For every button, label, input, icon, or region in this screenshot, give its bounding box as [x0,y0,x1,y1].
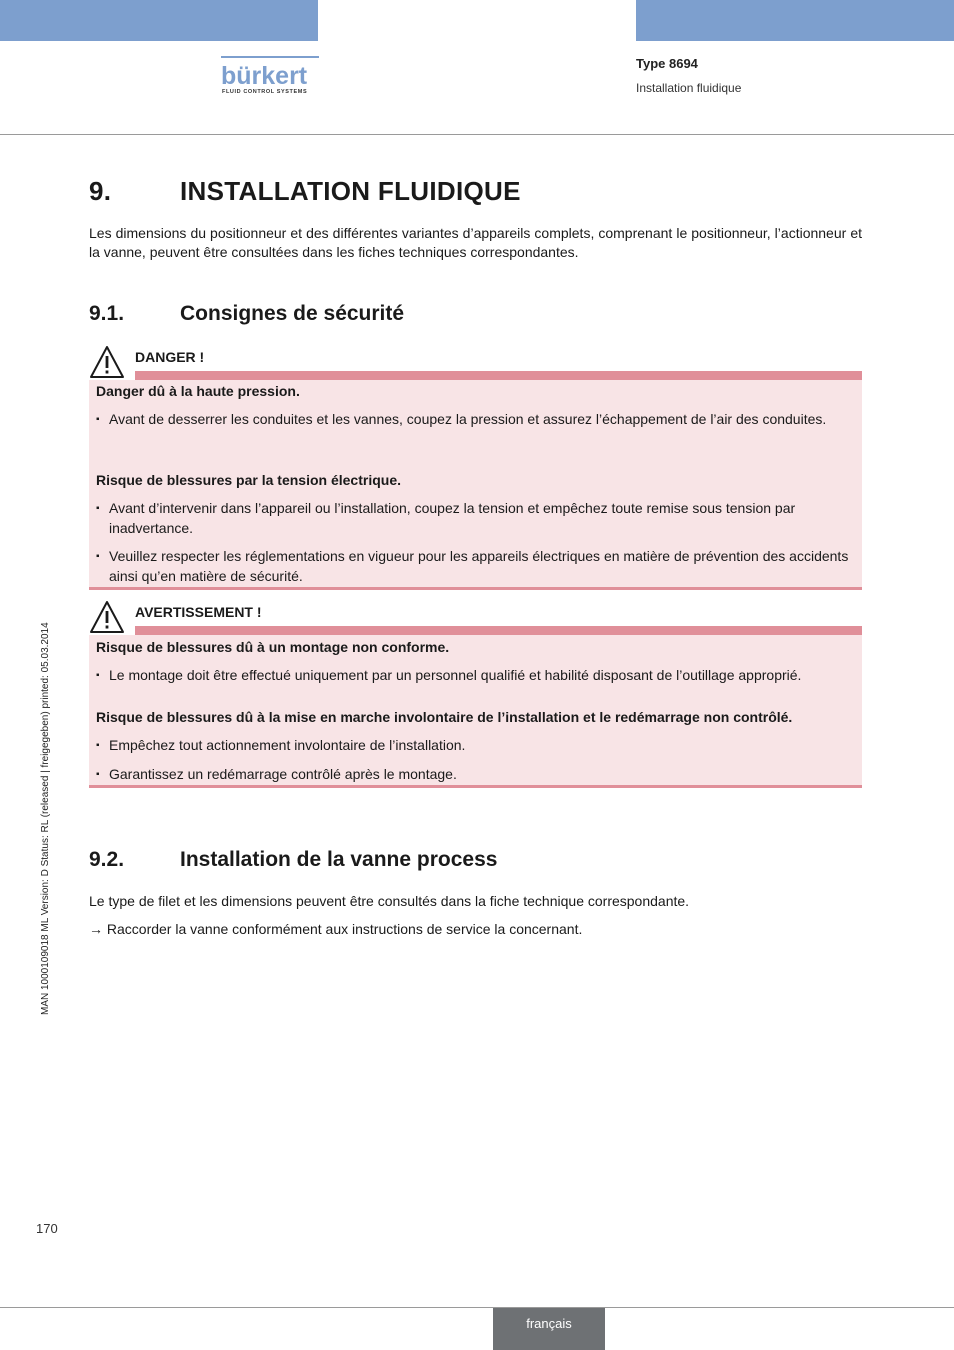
danger-title-electric: Risque de blessures par la tension électrique. [96,472,401,488]
document-type: Type 8694 [636,56,698,71]
instruction-text: Raccorder la vanne conformément aux instructions de service la concernant. [106,921,583,937]
language-label: français [526,1316,572,1331]
warning-title-restart: Risque de blessures dû à la mise en marche involontaire de l’installation et le redémarrage non contrôlé. [96,709,793,725]
page-number: 170 [36,1221,58,1236]
chapter-number: 9. [89,176,112,206]
bullet-icon: ▪ [96,414,100,425]
section-title: Installation de la vanne process [180,848,498,871]
logo-tagline: FLUID CONTROL SYSTEMS [222,89,308,95]
document-status-note: MAN 1000109018 ML Version: D Status: RL (released | freigegeben) printed: 05.03.2014 [40,622,51,1015]
danger-title-pressure: Danger dû à la haute pression. [96,383,300,399]
chapter-title: INSTALLATION FLUIDIQUE [180,176,521,206]
header-bar-right [636,0,954,41]
list-item: ▪ Veuillez respecter les réglementations en vigueur pour les appareils électriques en matière de prévention des accidents ainsi qu’en matière de sécurité. [96,548,849,584]
language-tab [493,1308,605,1350]
danger-header [89,345,862,381]
instruction-step [89,920,862,939]
bullet-icon: ▪ [96,503,100,514]
warning-title-mounting: Risque de blessures dû à un montage non conforme. [96,639,450,655]
danger-label: DANGER ! [135,349,205,365]
logo-wordmark: bürkert [221,62,308,90]
footer-divider [0,1307,954,1308]
list-item: ▪ Empêchez tout actionnement involontaire de l’installation. [96,736,854,756]
document-section: Installation fluidique [636,81,742,95]
header-divider [0,134,954,135]
list-item: ▪ Avant de desserrer les conduites et les vannes, coupez la pression et assurez l’échappement de l’air des conduites. [96,410,854,430]
logo-top-bar [221,56,319,58]
section-heading-valve [89,848,862,872]
section-title: Consignes de sécurité [180,302,405,325]
warning-header [89,600,862,636]
header-bar-left [0,0,318,41]
chapter-heading [89,176,862,207]
bullet-icon: ▪ [96,769,100,780]
list-item: ▪ Le montage doit être effectué uniquement par un personnel qualifié et habilité disposant de l’outillage approprié. [96,666,854,686]
bullet-icon: ▪ [96,551,100,562]
warning-strip [135,626,862,635]
bullet-icon: ▪ [96,740,100,751]
list-item: ▪ Garantissez un redémarrage contrôlé après le montage. [96,765,854,785]
danger-strip [135,371,862,380]
section-paragraph: Le type de filet et les dimensions peuvent être consultés dans la fiche technique correspondante. [89,893,690,909]
bullet-icon: ▪ [96,670,100,681]
warning-box [89,635,862,788]
warning-triangle-icon [89,600,125,634]
list-item: ▪ Avant d’intervenir dans l’appareil ou l’installation, coupez la tension et empêchez toute remise sous tension par inadvertance. [96,500,796,536]
warning-label: AVERTISSEMENT ! [135,604,262,620]
section-number: 9.2. [89,848,125,871]
burkert-logo [221,56,319,96]
section-number: 9.1. [89,302,125,325]
section-heading-safety [89,302,862,326]
chapter-intro: Les dimensions du positionneur et des différentes variantes d’appareils complets, comprenant le positionneur, l’actionneur et la vanne, peuvent être consultées dans les fiches techniques correspondantes. [89,225,862,260]
warning-triangle-icon [89,345,125,379]
arrow-right-icon: → [89,921,103,937]
danger-box [89,380,862,590]
